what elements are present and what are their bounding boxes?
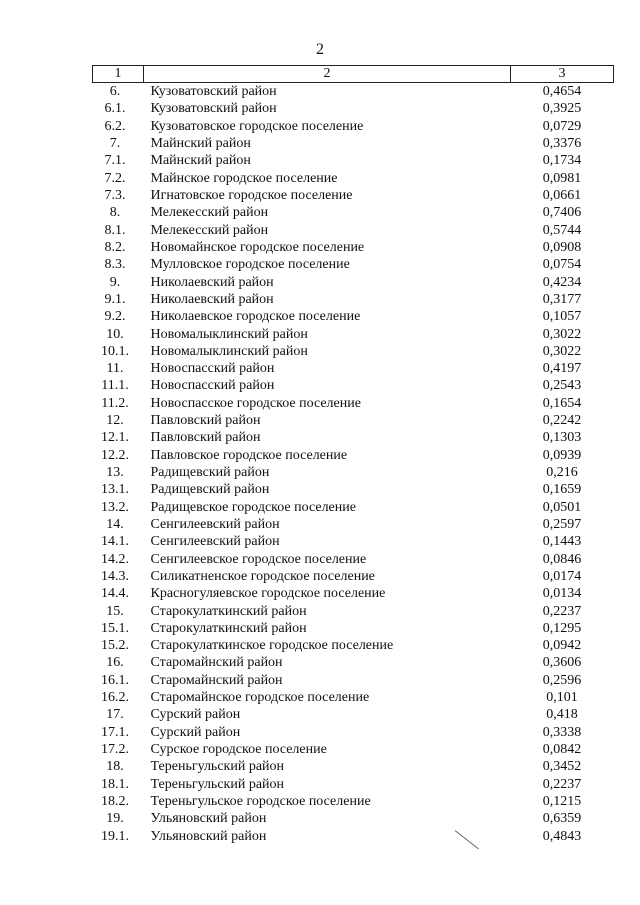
row-name: Сенгилеевское городское поселение (150, 551, 367, 567)
row-number: 17.2. (101, 742, 129, 758)
row-number: 9.1. (104, 291, 126, 307)
row-number: 7.1. (104, 153, 126, 169)
row-value: 0,101 (546, 690, 578, 706)
row-value: 0,1295 (542, 620, 582, 636)
table-row (93, 343, 614, 360)
table-row (93, 758, 614, 775)
row-number: 10. (106, 326, 124, 342)
table-row (93, 377, 614, 394)
table-row (93, 447, 614, 464)
table-row (93, 429, 614, 446)
table-row (93, 204, 614, 221)
row-name: Сенгилеевский район (150, 534, 280, 550)
row-number: 8.3. (104, 257, 126, 273)
table-row (93, 793, 614, 810)
table-row (93, 706, 614, 723)
table-row (93, 464, 614, 481)
row-number: 8.2. (104, 239, 126, 255)
row-value: 0,2596 (542, 672, 582, 688)
row-name: Старомайнское городское поселение (150, 690, 370, 706)
row-name: Радищевский район (150, 482, 270, 498)
row-value: 0,3022 (542, 343, 582, 359)
row-number: 13.2. (101, 499, 129, 515)
row-name: Радищевское городское поселение (150, 499, 356, 515)
table-row (93, 170, 614, 187)
row-name: Тереньгульский район (150, 776, 285, 792)
table-row (93, 724, 614, 741)
row-name: Мелекесский район (150, 222, 269, 238)
row-value: 0,4197 (542, 361, 582, 377)
row-value: 0,3376 (542, 136, 582, 152)
row-value: 0,1215 (542, 793, 582, 809)
row-value: 0,6359 (542, 811, 582, 827)
district-coefficients-table (92, 65, 614, 845)
table-row (93, 135, 614, 152)
table-row (93, 308, 614, 325)
row-value: 0,2597 (542, 516, 582, 532)
row-value: 0,1659 (542, 482, 582, 498)
row-name: Сурский район (150, 707, 241, 723)
row-number: 16.2. (101, 690, 129, 706)
column-header-number: 1 (93, 66, 144, 83)
row-number: 13. (106, 465, 124, 481)
row-name: Майнский район (150, 136, 251, 152)
row-number: 16. (106, 655, 124, 671)
row-value: 0,418 (546, 707, 578, 723)
table-row (93, 654, 614, 671)
row-number: 11.1. (101, 378, 129, 394)
row-number: 12.2. (101, 447, 129, 463)
row-value: 0,3925 (542, 101, 582, 117)
table-row (93, 672, 614, 689)
row-value: 0,5744 (542, 222, 582, 238)
row-name: Кузоватовский район (150, 101, 277, 117)
row-name: Павловский район (150, 430, 261, 446)
row-number: 6. (109, 84, 121, 100)
table-row (93, 602, 614, 619)
row-name: Радищевский район (150, 465, 270, 481)
row-name: Новоспасский район (150, 378, 275, 394)
row-value: 0,1654 (542, 395, 582, 411)
row-number: 10.1. (101, 343, 129, 359)
row-name: Сурское городское поселение (150, 742, 327, 758)
row-name: Ульяновский район (150, 828, 267, 844)
row-name: Новомайнское городское поселение (150, 239, 365, 255)
row-number: 9.2. (104, 309, 126, 325)
row-name: Павловский район (150, 413, 261, 429)
row-number: 16.1. (101, 672, 129, 688)
row-value: 0,0908 (542, 239, 582, 255)
row-value: 0,4843 (542, 828, 582, 844)
row-name: Ульяновский район (150, 811, 267, 827)
table-row (93, 412, 614, 429)
table-row (93, 516, 614, 533)
row-value: 0,0134 (542, 586, 582, 602)
table-row (93, 360, 614, 377)
row-value: 0,4654 (542, 84, 582, 100)
table-row (93, 810, 614, 827)
table-body (93, 83, 614, 845)
row-name: Николаевский район (150, 274, 274, 290)
row-number: 7.2. (104, 170, 126, 186)
row-value: 0,1443 (542, 534, 582, 550)
row-value: 0,3177 (542, 291, 582, 307)
row-name: Новоспасское городское поселение (150, 395, 361, 411)
row-value: 0,0661 (542, 188, 582, 204)
table-row (93, 291, 614, 308)
row-number: 11.2. (101, 395, 129, 411)
row-value: 0,0174 (542, 568, 582, 584)
row-number: 7.3. (104, 188, 126, 204)
table-row (93, 568, 614, 585)
row-value: 0,0501 (542, 499, 582, 515)
row-number: 8.1. (104, 222, 126, 238)
row-number: 14.2. (101, 551, 129, 567)
row-value: 0,3338 (542, 724, 582, 740)
row-name: Мелекесский район (150, 205, 269, 221)
row-number: 13.1. (101, 482, 129, 498)
row-number: 14. (106, 516, 124, 532)
row-name: Майнское городское поселение (150, 170, 338, 186)
row-name: Красногуляевское городское поселение (150, 586, 386, 602)
table-row (93, 689, 614, 706)
row-value: 0,0754 (542, 257, 582, 273)
row-name: Старомайнский район (150, 655, 283, 671)
row-value: 0,1734 (542, 153, 582, 169)
table-row (93, 83, 614, 101)
row-value: 0,2242 (542, 413, 582, 429)
row-value: 0,3022 (542, 326, 582, 342)
row-value: 0,1303 (542, 430, 582, 446)
table-row (93, 273, 614, 290)
row-value: 0,7406 (542, 205, 582, 221)
row-number: 7. (109, 136, 121, 152)
row-number: 8. (109, 205, 121, 221)
row-value: 0,2237 (542, 776, 582, 792)
table-row (93, 395, 614, 412)
table-header (93, 66, 614, 83)
table-row (93, 118, 614, 135)
table-row (93, 741, 614, 758)
row-number: 12. (106, 413, 124, 429)
row-value: 0,2543 (542, 378, 582, 394)
row-value: 0,2237 (542, 603, 582, 619)
row-value: 0,0942 (542, 638, 582, 654)
table-row (93, 620, 614, 637)
table-row (93, 499, 614, 516)
row-value: 0,1057 (542, 309, 582, 325)
row-name: Старокулаткинское городское поселение (150, 638, 394, 654)
row-number: 6.2. (104, 118, 126, 134)
row-name: Старокулаткинский район (150, 603, 307, 619)
row-value: 0,0842 (542, 742, 582, 758)
row-value: 0,216 (546, 465, 578, 481)
table-row (93, 550, 614, 567)
row-number: 15.1. (101, 620, 129, 636)
table-row (93, 533, 614, 550)
page-number: 2 (316, 41, 324, 58)
row-number: 6.1. (104, 101, 126, 117)
row-value: 0,3452 (542, 759, 582, 775)
row-number: 9. (109, 274, 121, 290)
row-number: 12.1. (101, 430, 129, 446)
row-name: Майнский район (150, 153, 251, 169)
row-value: 0,4234 (542, 274, 582, 290)
row-name: Тереньгульский район (150, 759, 285, 775)
column-header-name: 2 (144, 66, 511, 83)
row-name: Кузоватовское городское поселение (150, 118, 364, 134)
row-number: 19. (106, 811, 124, 827)
row-name: Новомалыклинский район (150, 326, 308, 342)
row-number: 18. (106, 759, 124, 775)
table-row (93, 637, 614, 654)
row-name: Николаевское городское поселение (150, 309, 361, 325)
row-name: Новоспасский район (150, 361, 275, 377)
table-row (93, 100, 614, 117)
row-value: 0,0939 (542, 447, 582, 463)
row-number: 17.1. (101, 724, 129, 740)
row-name: Павловское городское поселение (150, 447, 348, 463)
row-number: 15.2. (101, 638, 129, 654)
row-name: Старокулаткинский район (150, 620, 307, 636)
row-number: 11. (106, 361, 124, 377)
row-number: 19.1. (101, 828, 129, 844)
row-number: 14.1. (101, 534, 129, 550)
column-header-value: 3 (511, 66, 614, 83)
row-number: 18.1. (101, 776, 129, 792)
row-number: 14.4. (101, 586, 129, 602)
row-number: 14.3. (101, 568, 129, 584)
row-value: 0,3606 (542, 655, 582, 671)
row-number: 18.2. (101, 793, 129, 809)
table-row (93, 481, 614, 498)
row-value: 0,0981 (542, 170, 582, 186)
row-name: Кузоватовский район (150, 84, 277, 100)
row-number: 17. (106, 707, 124, 723)
row-name: Сенгилеевский район (150, 516, 280, 532)
row-name: Силикатненское городское поселение (150, 568, 375, 584)
table-row (93, 256, 614, 273)
table-header-row (93, 66, 614, 83)
row-name: Мулловское городское поселение (150, 257, 350, 273)
row-value: 0,0729 (542, 118, 582, 134)
row-name: Тереньгульское городское поселение (150, 793, 371, 809)
row-name: Старомайнский район (150, 672, 283, 688)
table-row (93, 776, 614, 793)
table-row (93, 187, 614, 204)
row-value: 0,0846 (542, 551, 582, 567)
table-row (93, 152, 614, 169)
row-name: Николаевский район (150, 291, 274, 307)
table-row (93, 585, 614, 602)
row-name: Сурский район (150, 724, 241, 740)
row-name: Игнатовское городское поселение (150, 188, 353, 204)
table-row (93, 222, 614, 239)
table-row (93, 325, 614, 342)
row-number: 15. (106, 603, 124, 619)
row-name: Новомалыклинский район (150, 343, 308, 359)
table-row (93, 827, 614, 844)
table-row (93, 239, 614, 256)
